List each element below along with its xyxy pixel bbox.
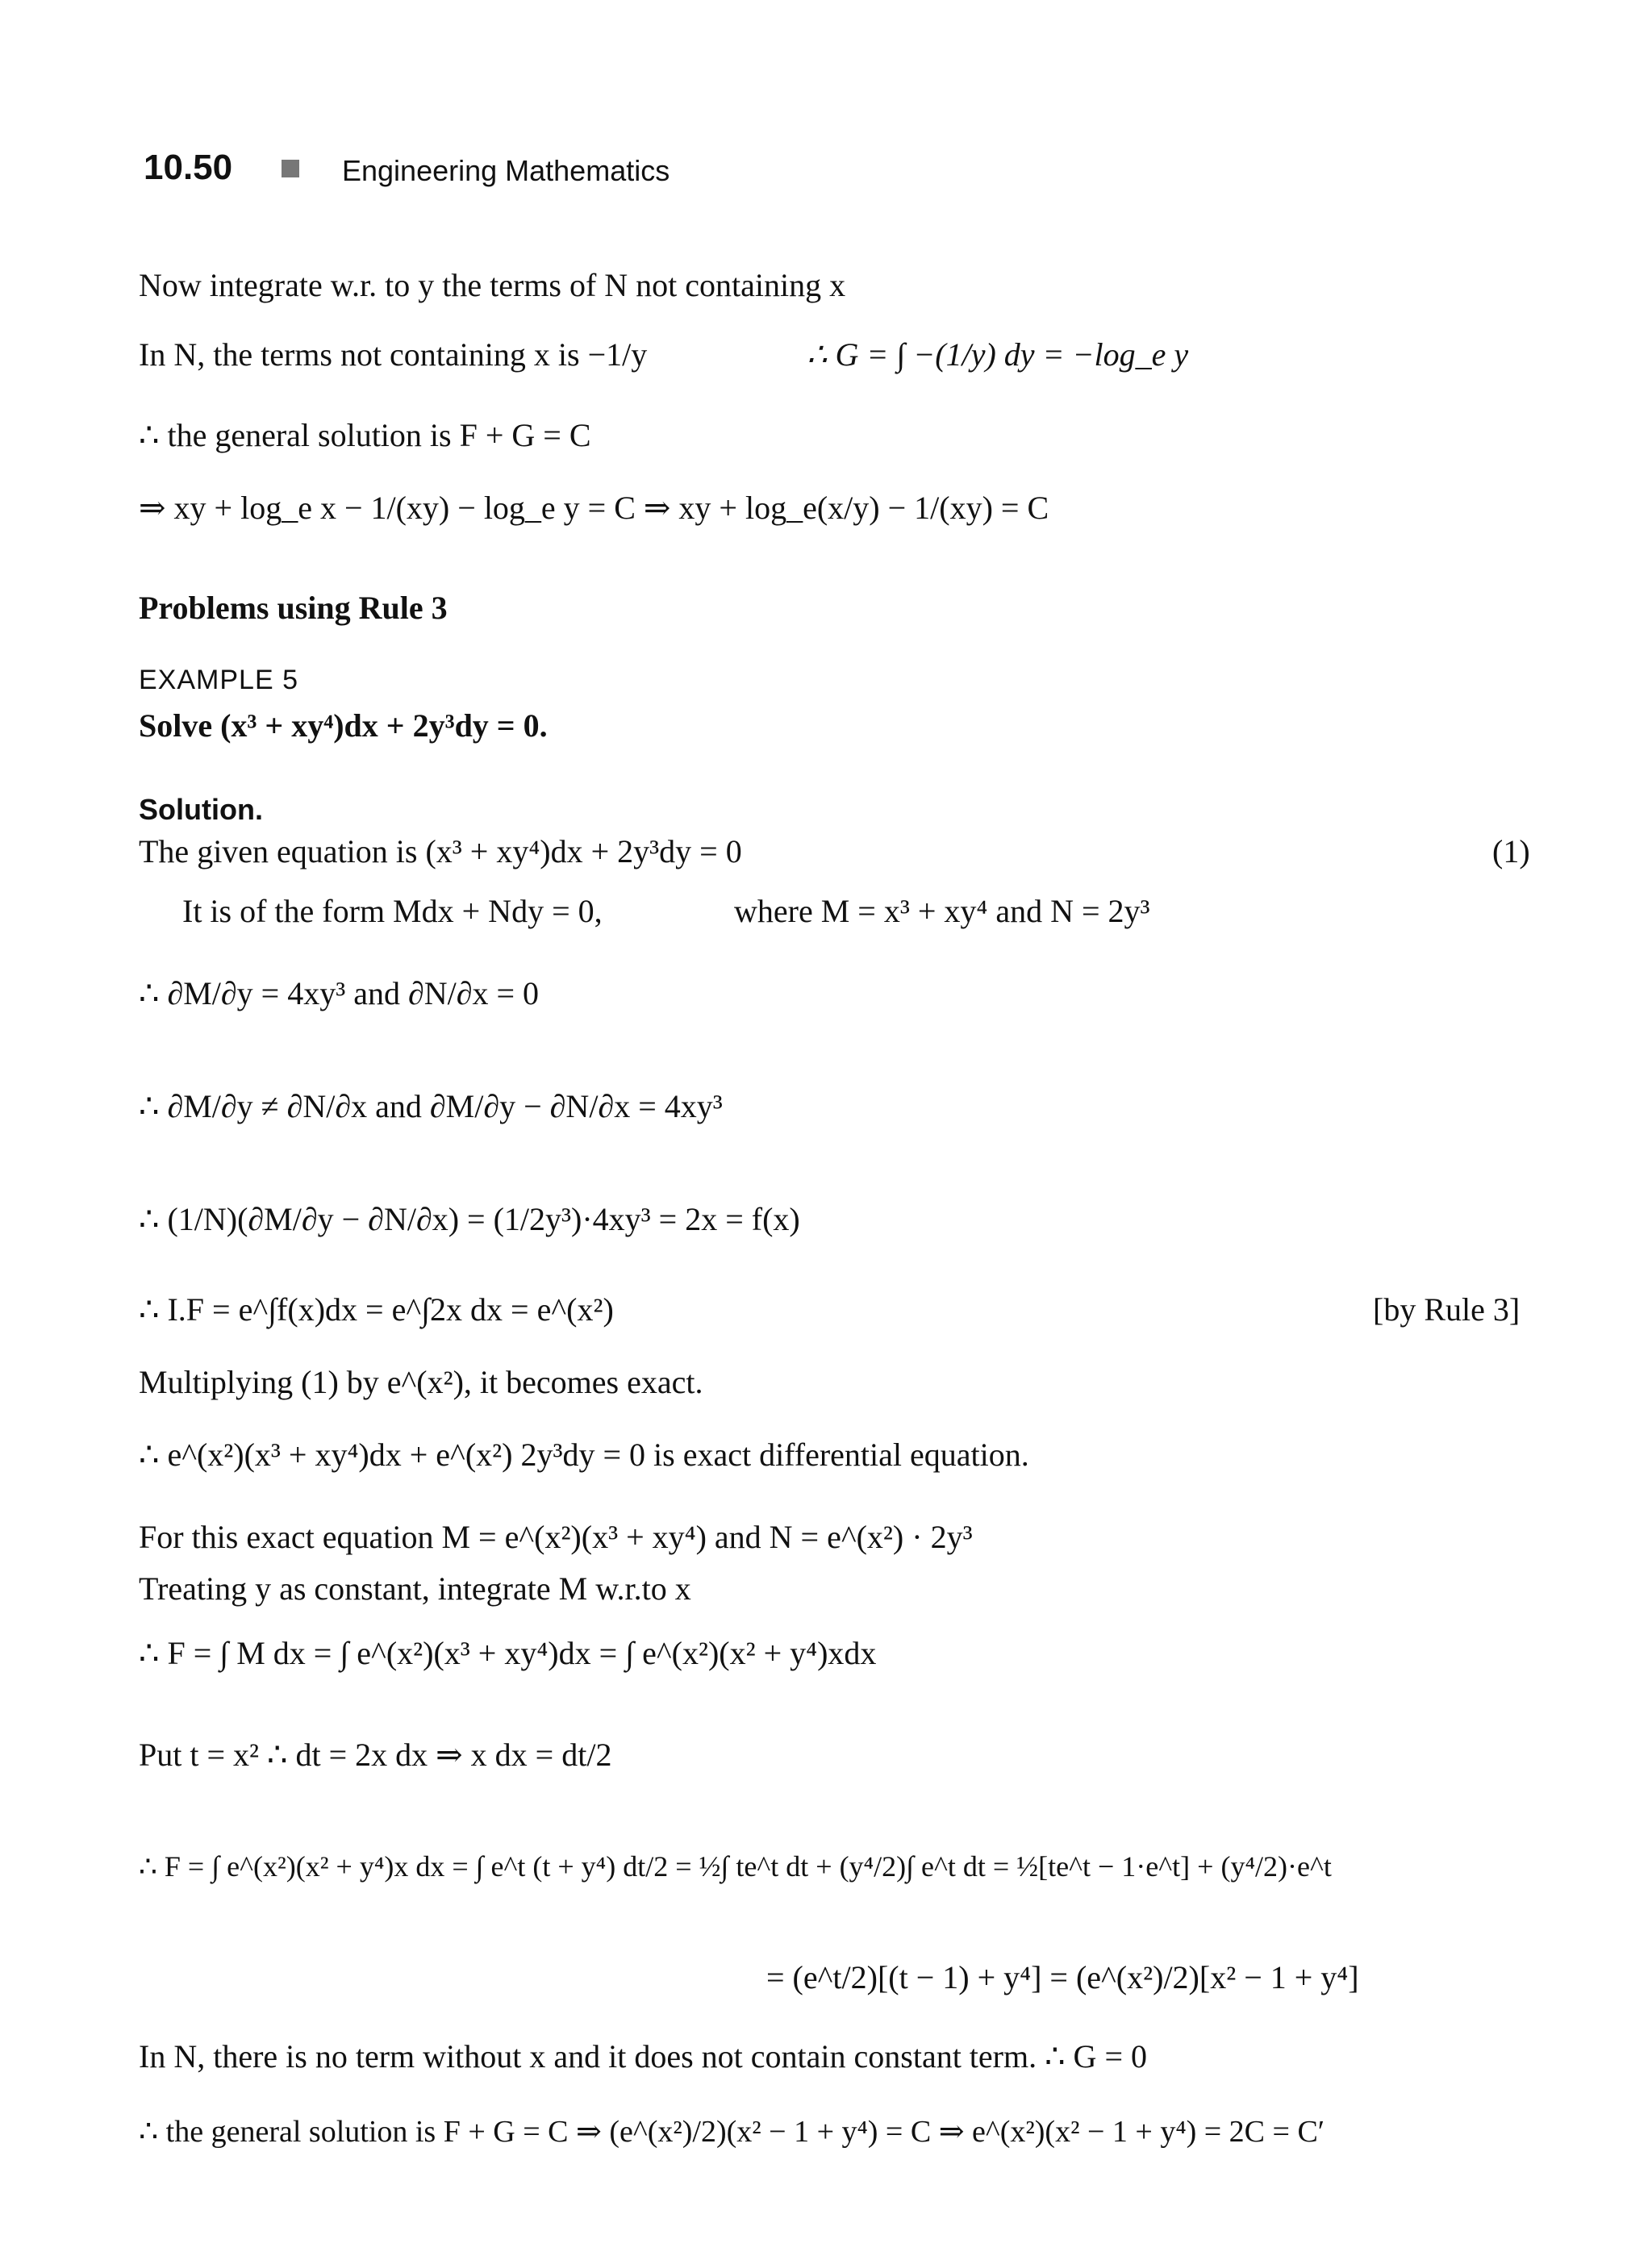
text-line: For this exact equation M = e^(x²)(x³ + xy⁴) and N = e^(x²) · 2y³ (139, 1519, 973, 1555)
text-line: ∴ e^(x²)(x³ + xy⁴)dx + e^(x²) 2y³dy = 0 is exact differential equation. (139, 1437, 1029, 1473)
example-label: EXAMPLE 5 (139, 665, 298, 695)
equation: where M = x³ + xy⁴ and N = 2y³ (734, 893, 1150, 929)
equation: ∴ F = ∫ M dx = ∫ e^(x²)(x³ + xy⁴)dx = ∫ e^(x²)(x² + y⁴)xdx (139, 1635, 877, 1671)
equation: ∴ ∂M/∂y ≠ ∂N/∂x and ∂M/∂y − ∂N/∂x = 4xy³ (139, 1088, 723, 1124)
equation: ∴ G = ∫ −(1/y) dy = −log_e y (807, 336, 1189, 373)
header-square-icon (282, 160, 299, 177)
example-problem: Solve (x³ + xy⁴)dx + 2y³dy = 0. (139, 707, 548, 744)
equation: ∴ F = ∫ e^(x²)(x² + y⁴)x dx = ∫ e^t (t + y⁴) dt/2 = ½∫ te^t dt + (y⁴/2)∫ e^t dt = ½[te^t − 1·e^t] + (y⁴/2)·e^t (139, 1850, 1332, 1883)
equation: ∴ (1/N)(∂M/∂y − ∂N/∂x) = (1/2y³)·4xy³ = 2x = f(x) (139, 1201, 800, 1237)
equation: ∴ the general solution is F + G = C ⇒ (e^(x²)/2)(x² − 1 + y⁴) = C ⇒ e^(x²)(x² − 1 + y⁴) = 2C = C′ (139, 2115, 1325, 2149)
text-line: In N, there is no term without x and it does not contain constant term. ∴ G = 0 (139, 2038, 1147, 2075)
text-line: In N, the terms not containing x is −1/y (139, 336, 648, 373)
equation: ∴ ∂M/∂y = 4xy³ and ∂N/∂x = 0 (139, 975, 540, 1011)
text-line: Now integrate w.r. to y the terms of N not containing x (139, 267, 846, 303)
text-line: Treating y as constant, integrate M w.r.to x (139, 1570, 691, 1607)
text-line: ∴ the general solution is F + G = C (139, 417, 591, 453)
solution-heading: Solution. (139, 793, 263, 826)
equation: = (e^t/2)[(t − 1) + y⁴] = (e^(x²)/2)[x² − 1 + y⁴] (766, 1959, 1359, 1995)
text-line: Put t = x² ∴ dt = 2x dx ⇒ x dx = dt/2 (139, 1737, 612, 1773)
text-line: Multiplying (1) by e^(x²), it becomes exact. (139, 1364, 703, 1400)
equation-tag: (1) (1492, 833, 1530, 869)
page-number: 10.50 (144, 148, 233, 187)
text-line: It is of the form Mdx + Ndy = 0, (182, 893, 603, 929)
text-line: The given equation is (x³ + xy⁴)dx + 2y³dy = 0 (139, 833, 742, 869)
running-title: Engineering Mathematics (342, 154, 670, 187)
rule-reference: [by Rule 3] (1373, 1291, 1521, 1328)
equation: ∴ I.F = e^∫f(x)dx = e^∫2x dx = e^(x²) (139, 1291, 614, 1328)
section-title: Problems using Rule 3 (139, 590, 448, 626)
equation: ⇒ xy + log_e x − 1/(xy) − log_e y = C ⇒ xy + log_e(x/y) − 1/(xy) = C (139, 490, 1049, 526)
